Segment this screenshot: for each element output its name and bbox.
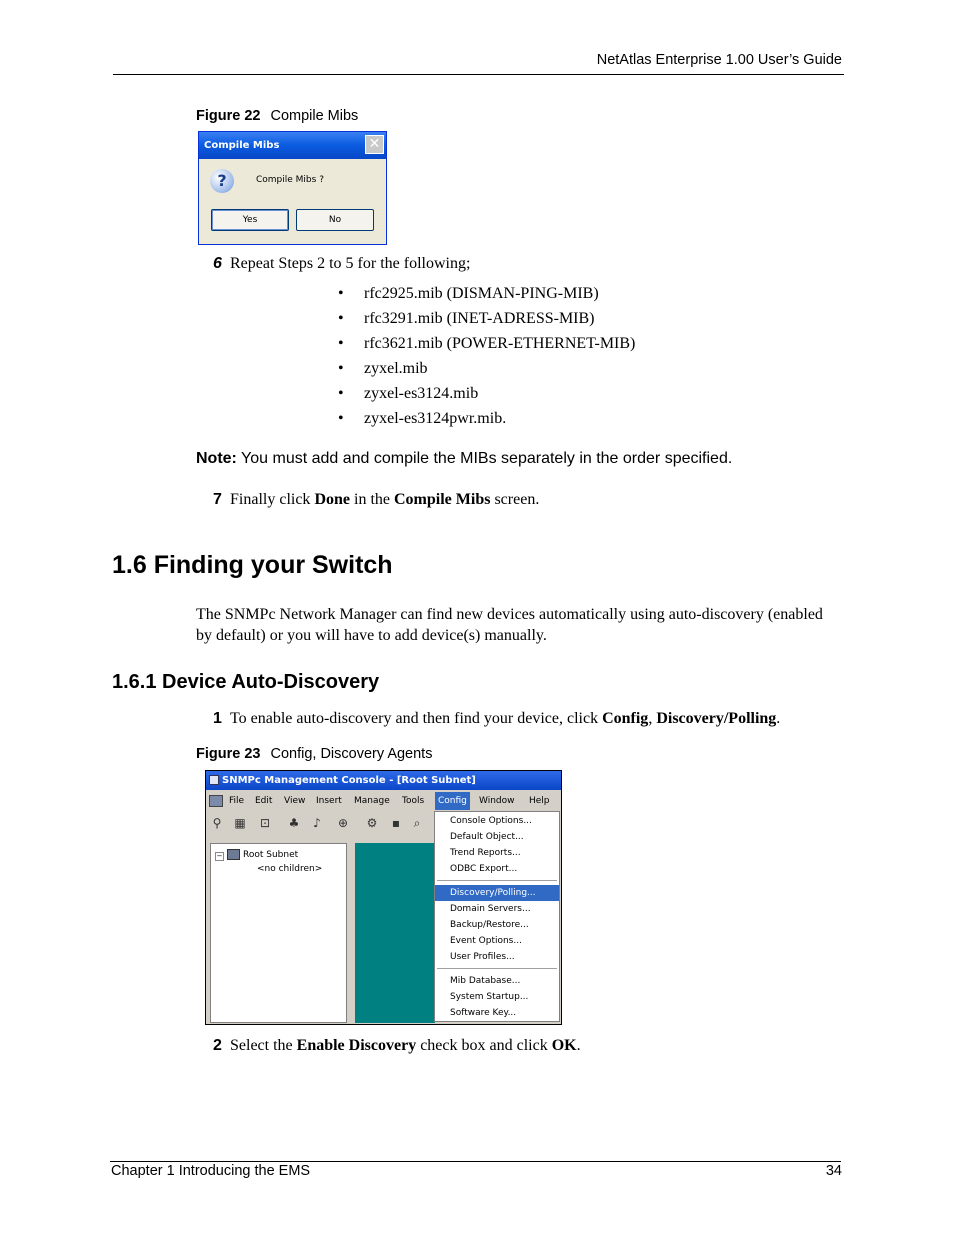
footer-chapter: Chapter 1 Introducing the EMS <box>111 1163 311 1179</box>
tree-child: <no children> <box>257 864 323 874</box>
config-term: Config <box>602 710 649 727</box>
section-heading: 1.6 Finding your Switch <box>112 551 393 579</box>
mib-name: rfc3621.mib (POWER-ETHERNET-MIB) <box>364 335 636 352</box>
app-icon <box>209 775 219 785</box>
tree-view <box>210 843 347 1023</box>
menu-item[interactable]: Trend Reports... <box>450 848 521 858</box>
step-text: . <box>776 710 781 727</box>
step-text: Repeat Steps 2 to 5 for the following; <box>230 255 471 272</box>
dialog-message: Compile Mibs ? <box>256 175 324 185</box>
menu-window[interactable]: Window <box>479 796 515 806</box>
step-text: , <box>648 710 657 727</box>
dialog-title: Compile Mibs <box>199 132 386 159</box>
menu-item[interactable]: Default Object... <box>450 832 524 842</box>
mib-list <box>338 284 635 434</box>
step-text: check box and click <box>416 1037 552 1054</box>
lock-icon[interactable]: ⊡ <box>259 816 271 830</box>
footer-rule <box>110 1161 841 1162</box>
map-icon[interactable]: ▦ <box>234 816 246 830</box>
menu-separator <box>437 880 557 881</box>
menu-item[interactable]: Discovery/Polling... <box>435 885 559 901</box>
tree-root[interactable]: Root Subnet <box>243 850 299 860</box>
config-dropdown-menu <box>434 811 560 1022</box>
no-button[interactable]: No <box>296 209 374 231</box>
list-item <box>338 384 635 409</box>
list-item <box>338 309 635 334</box>
step-7 <box>213 491 539 509</box>
menu-item[interactable]: Domain Servers... <box>450 904 531 914</box>
list-item <box>338 359 635 384</box>
figure-22-label: Figure 22 <box>196 108 261 124</box>
page-number: 34 <box>825 1163 842 1179</box>
menu-view[interactable]: View <box>284 796 306 806</box>
subsection-heading: 1.6.1 Device Auto-Discovery <box>112 671 380 693</box>
map-view <box>355 843 435 1023</box>
figure-23-text: Config, Discovery Agents <box>270 746 433 762</box>
system-menu-icon[interactable] <box>209 795 223 807</box>
menu-item[interactable]: User Profiles... <box>450 952 515 962</box>
note <box>196 450 732 468</box>
bullet-icon: • <box>338 385 344 402</box>
note-label: Note: <box>196 450 237 467</box>
window-title-text: SNMPc Management Console - [Root Subnet] <box>222 775 476 786</box>
menu-item[interactable]: Backup/Restore... <box>450 920 529 930</box>
step-6 <box>213 255 470 273</box>
menu-item[interactable]: Software Key... <box>450 1008 517 1018</box>
snmpc-console-window <box>205 770 562 1025</box>
pane-splitter[interactable] <box>348 843 354 1023</box>
network-icon[interactable]: ⚙ <box>366 816 378 830</box>
figure-23-label: Figure 23 <box>196 746 261 762</box>
blank-icon[interactable]: ▪ <box>391 816 401 830</box>
step-number: 7 <box>213 491 222 508</box>
menu-help[interactable]: Help <box>529 796 550 806</box>
section-paragraph: The SNMPc Network Manager can find new devices automatically using auto-discovery (enabled by default) or you will have to add device(s) manually. <box>196 606 823 644</box>
step-text: Select the <box>230 1037 297 1054</box>
menu-config[interactable]: Config <box>435 792 470 810</box>
done-term: Done <box>314 491 350 508</box>
menu-item[interactable]: Mib Database... <box>450 976 521 986</box>
menu-item[interactable]: Event Options... <box>450 936 522 946</box>
figure-22-caption <box>196 108 358 124</box>
menu-file[interactable]: File <box>229 796 245 806</box>
list-item <box>338 409 635 434</box>
menu-item[interactable]: Console Options... <box>450 816 532 826</box>
binoculars-icon[interactable]: ⚲ <box>212 816 222 830</box>
page-header-title: NetAtlas Enterprise 1.00 User’s Guide <box>596 52 842 68</box>
figure-23-caption <box>196 746 432 762</box>
mib-name: zyxel-es3124.mib <box>364 385 479 402</box>
bullet-icon: • <box>338 310 344 327</box>
menu-item[interactable]: ODBC Export... <box>450 864 518 874</box>
window-title <box>206 771 561 790</box>
tree-icon[interactable]: ♣ <box>288 816 300 830</box>
step-2 <box>213 1037 581 1055</box>
menu-insert[interactable]: Insert <box>316 796 342 806</box>
step-text: To enable auto-discovery and then find your device, click <box>230 710 603 727</box>
step-1 <box>213 710 780 728</box>
menu-edit[interactable]: Edit <box>255 796 273 806</box>
zoom-icon[interactable]: ⊕ <box>337 816 349 830</box>
enable-discovery-term: Enable Discovery <box>296 1037 417 1054</box>
mib-name: rfc3291.mib (INET-ADRESS-MIB) <box>364 310 595 327</box>
list-item <box>338 284 635 309</box>
step-number: 6 <box>213 255 222 272</box>
collapse-icon[interactable]: − <box>216 852 223 860</box>
search-icon[interactable]: ⌕ <box>413 816 421 830</box>
menu-tools[interactable]: Tools <box>402 796 425 806</box>
bullet-icon: • <box>338 335 344 352</box>
alarm-bell-icon[interactable]: ♪ <box>313 816 321 830</box>
discovery-polling-term: Discovery/Polling <box>656 710 777 727</box>
step-text: . <box>576 1037 581 1054</box>
toolbar <box>206 812 434 836</box>
step-text: in the <box>350 491 394 508</box>
yes-button[interactable]: Yes <box>211 209 289 231</box>
ok-term: OK <box>551 1037 577 1054</box>
step-number: 1 <box>213 710 222 727</box>
step-text: Finally click <box>230 491 315 508</box>
subnet-icon <box>227 849 240 860</box>
note-text: You must add and compile the MIBs separately in the order specified. <box>241 450 733 467</box>
mib-name: zyxel.mib <box>364 360 428 377</box>
header-rule <box>113 74 844 75</box>
list-item <box>338 334 635 359</box>
mib-name: rfc2925.mib (DISMAN-PING-MIB) <box>364 285 599 302</box>
mib-name: zyxel-es3124pwr.mib. <box>364 410 507 427</box>
menu-bar <box>206 792 561 810</box>
menu-separator <box>437 968 557 969</box>
bullet-icon: • <box>338 410 344 427</box>
bullet-icon: • <box>338 360 344 377</box>
close-icon[interactable]: ✕ <box>365 135 384 154</box>
menu-manage[interactable]: Manage <box>354 796 390 806</box>
compile-mibs-dialog <box>198 131 387 245</box>
step-text: screen. <box>490 491 540 508</box>
compile-mibs-term: Compile Mibs <box>394 491 491 508</box>
step-number: 2 <box>213 1037 222 1054</box>
question-icon: ? <box>210 169 234 193</box>
menu-item[interactable]: System Startup... <box>450 992 529 1002</box>
figure-22-text: Compile Mibs <box>270 108 359 124</box>
bullet-icon: • <box>338 285 344 302</box>
